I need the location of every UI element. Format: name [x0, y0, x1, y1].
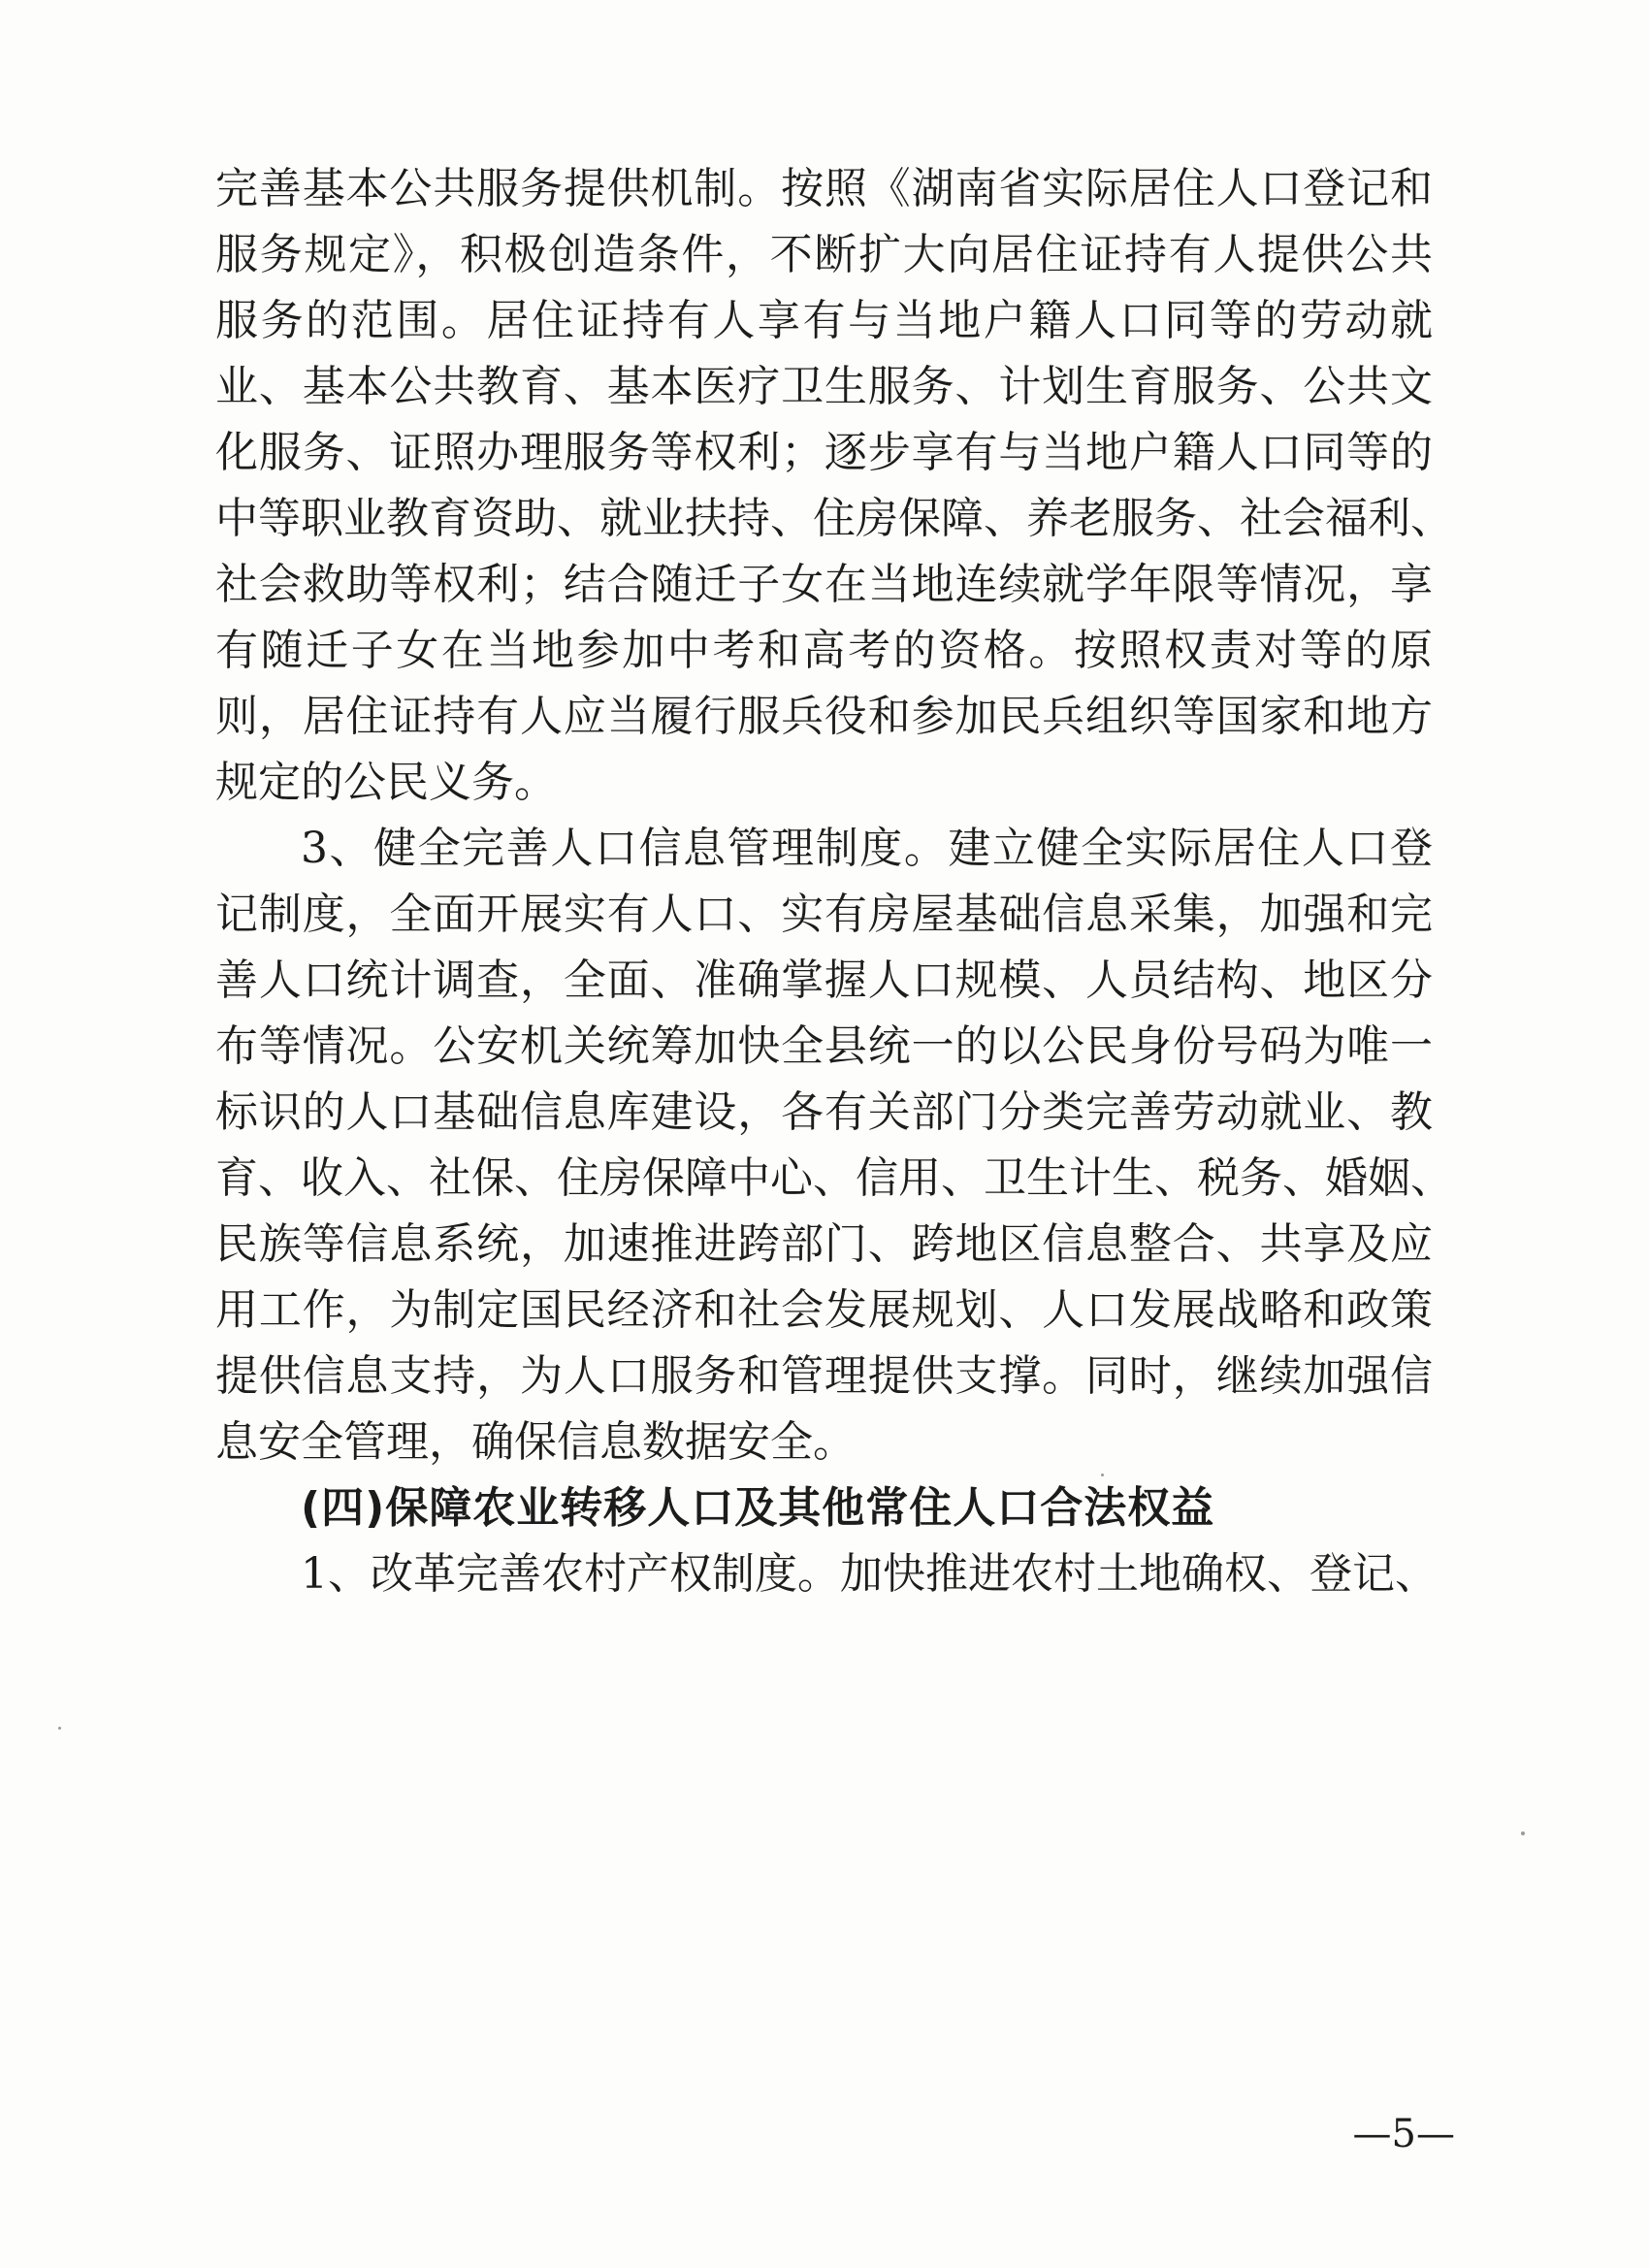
- text-line: 提供信息支持，为人口服务和管理提供支撑。同时，继续加强信: [215, 1351, 1433, 1401]
- text-line: 善人口统计调查，全面、准确掌握人口规模、人员结构、地区分: [215, 956, 1433, 1005]
- text-line: 记制度，全面开展实有人口、实有房屋基础信息采集，加强和完: [215, 890, 1433, 939]
- text-line: 社会救助等权利；结合随迁子女在当地连续就学年限等情况，享: [215, 560, 1433, 609]
- text-line: 服务的范围。居住证持有人享有与当地户籍人口同等的劳动就: [215, 296, 1433, 345]
- text-line: 民族等信息系统，加速推进跨部门、跨地区信息整合、共享及应: [215, 1219, 1433, 1269]
- text-line: 布等情况。公安机关统筹加快全县统一的以公民身份号码为唯一: [215, 1021, 1433, 1071]
- page-number: —5—: [1352, 2112, 1455, 2156]
- text-line: 1、改革完善农村产权制度。加快推进农村土地确权、登记、: [301, 1549, 1438, 1599]
- text-line: 3、健全完善人口信息管理制度。建立健全实际居住人口登: [301, 824, 1433, 873]
- text-line: 服务规定》，积极创造条件，不断扩大向居住证持有人提供公共: [215, 230, 1433, 279]
- text-line: 中等职业教育资助、就业扶持、住房保障、养老服务、社会福利、: [215, 494, 1453, 543]
- text-line: 育、收入、社保、住房保障中心、信用、卫生计生、税务、婚姻、: [215, 1153, 1453, 1203]
- text-line: 用工作，为制定国民经济和社会发展规划、人口发展战略和政策: [215, 1285, 1433, 1335]
- section-heading: (四)保障农业转移人口及其他常住人口合法权益: [301, 1483, 1215, 1533]
- text-line: 业、基本公共教育、基本医疗卫生服务、计划生育服务、公共文: [215, 362, 1433, 411]
- text-line: 则，居住证持有人应当履行服兵役和参加民兵组织等国家和地方: [215, 692, 1433, 741]
- text-line: 标识的人口基础信息库建设，各有关部门分类完善劳动就业、教: [215, 1087, 1433, 1137]
- text-line: 规定的公民义务。: [215, 758, 557, 807]
- text-line: 完善基本公共服务提供机制。按照《湖南省实际居住人口登记和: [215, 164, 1433, 213]
- scan-speck: [58, 1727, 61, 1730]
- text-line: 化服务、证照办理服务等权利；逐步享有与当地户籍人口同等的: [215, 428, 1433, 477]
- scan-speck: [1521, 1831, 1525, 1835]
- text-line: 息安全管理，确保信息数据安全。: [215, 1417, 856, 1467]
- text-line: 有随迁子女在当地参加中考和高考的资格。按照权责对等的原: [215, 626, 1433, 675]
- scan-speck: [1101, 1474, 1104, 1476]
